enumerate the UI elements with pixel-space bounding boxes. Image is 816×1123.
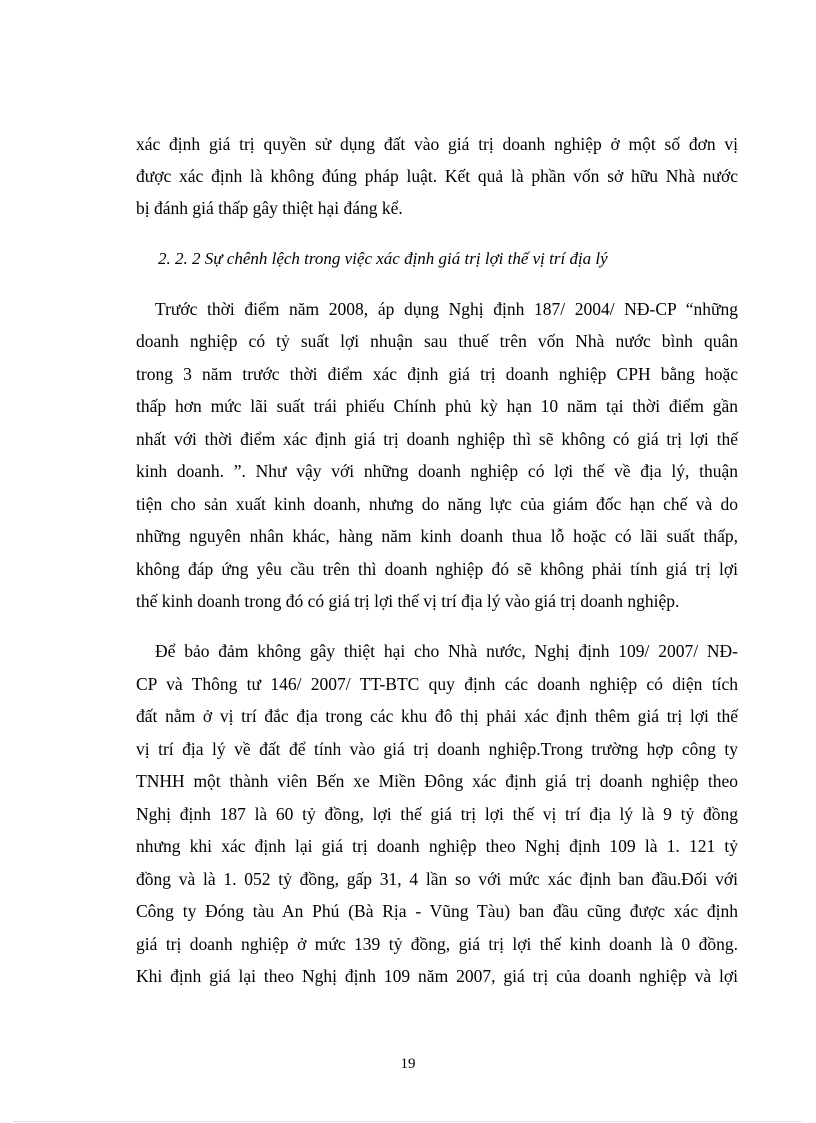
paragraph-2-line: kinh doanh. ”. Như vậy với những doanh nghiệp có lợi thế về địa lý, thuận bbox=[136, 461, 738, 481]
page-bottom-divider bbox=[14, 1121, 802, 1122]
paragraph-1-line: bị đánh giá thấp gây thiệt hại đáng kể. bbox=[136, 198, 403, 218]
paragraph-2-line: trong 3 năm trước thời điểm xác định giá trị doanh nghiệp CPH bằng hoặc bbox=[136, 364, 738, 384]
paragraph-3-line: giá trị doanh nghiệp ở mức 139 tỷ đồng, giá trị lợi thế kinh doanh là 0 đồng. bbox=[136, 934, 738, 954]
paragraph-2-line: Trước thời điểm năm 2008, áp dụng Nghị định 187/ 2004/ NĐ-CP “những bbox=[155, 299, 738, 319]
paragraph-1-line: xác định giá trị quyền sử dụng đất vào giá trị doanh nghiệp ở một số đơn vị bbox=[136, 134, 738, 154]
paragraph-3-line: đất nằm ở vị trí đắc địa trong các khu đô thị phải xác định thêm giá trị lợi thế bbox=[136, 706, 738, 726]
paragraph-3-line: Công ty Đóng tàu An Phú (Bà Rịa - Vũng Tàu) ban đầu cũng được xác định bbox=[136, 901, 738, 921]
paragraph-3-line: vị trí địa lý về đất để tính vào giá trị doanh nghiệp.Trong trường hợp công ty bbox=[136, 739, 738, 759]
paragraph-1-line: được xác định là không đúng pháp luật. Kết quả là phần vốn sở hữu Nhà nước bbox=[136, 166, 738, 186]
paragraph-2-line: những nguyên nhân khác, hàng năm kinh doanh thua lỗ hoặc có lãi suất thấp, bbox=[136, 526, 738, 546]
paragraph-2-line: tiện cho sản xuất kinh doanh, nhưng do năng lực của giám đốc hạn chế và do bbox=[136, 494, 738, 514]
paragraph-3-line: Khi định giá lại theo Nghị định 109 năm 2007, giá trị của doanh nghiệp và lợi bbox=[136, 966, 738, 986]
paragraph-2-line: thế kinh doanh trong đó có giá trị lợi thế vị trí địa lý vào giá trị doanh nghiệp. bbox=[136, 591, 680, 611]
paragraph-3-line: Nghị định 187 là 60 tỷ đồng, lợi thế giá trị lợi thế vị trí địa lý là 9 tỷ đồng bbox=[136, 804, 738, 824]
page-number: 19 bbox=[400, 1056, 416, 1072]
paragraph-2-line: nhất với thời điểm xác định giá trị doanh nghiệp thì sẽ không có giá trị lợi thế bbox=[136, 429, 738, 449]
paragraph-3-line: Để bảo đảm không gây thiệt hại cho Nhà nước, Nghị định 109/ 2007/ NĐ- bbox=[155, 641, 738, 661]
paragraph-2-line: thấp hơn mức lãi suất trái phiếu Chính phủ kỳ hạn 10 năm tại thời điểm gần bbox=[136, 396, 738, 416]
paragraph-3-line: nhưng khi xác định lại giá trị doanh nghiệp theo Nghị định 109 là 1. 121 tỷ bbox=[136, 836, 738, 856]
paragraph-3-line: đồng và là 1. 052 tỷ đồng, gấp 31, 4 lần so với mức xác định ban đầu.Đối với bbox=[136, 869, 738, 889]
paragraph-3-line: CP và Thông tư 146/ 2007/ TT-BTC quy định các doanh nghiệp có diện tích bbox=[136, 674, 738, 694]
paragraph-2-line: doanh nghiệp có tỷ suất lợi nhuận sau thuế trên vốn Nhà nước bình quân bbox=[136, 331, 738, 351]
section-heading: 2. 2. 2 Sự chênh lệch trong việc xác định giá trị lợi thế vị trí địa lý bbox=[158, 249, 608, 268]
paragraph-2-line: không đáp ứng yêu cầu trên thì doanh nghiệp đó sẽ không phải tính giá trị lợi bbox=[136, 559, 738, 579]
paragraph-3-line: TNHH một thành viên Bến xe Miền Đông xác định giá trị doanh nghiệp theo bbox=[136, 771, 738, 791]
